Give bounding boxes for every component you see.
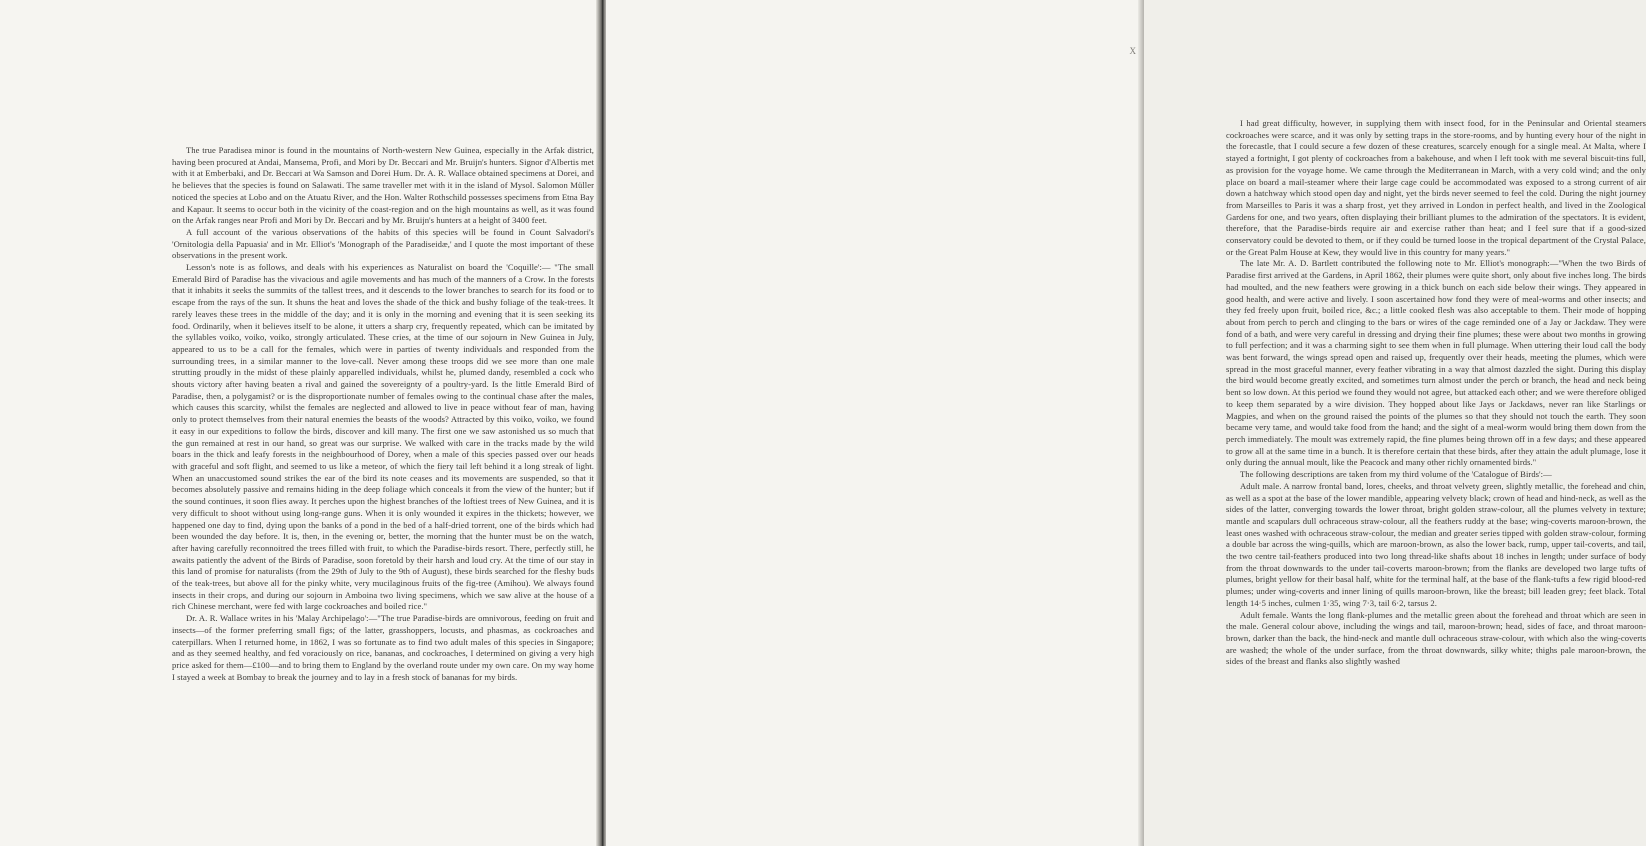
right-page	[606, 0, 1646, 846]
paragraph: Lesson's note is as follows, and deals with his experiences as Naturalist on board the 'Coquille':— "The small Emerald Bird of Paradise has the vivacious and agile movements and has much of the manners of a Crow. In the forests that it inhabits it seeks the summits of the tallest trees, and it descends to the lower branches to search for its food or to escape from the rays of the sun. It shuns the heat and loves the shade of the thick and bushy foliage of the teak-trees. It rarely leaves these trees in the middle of the day; and it is only in the morning and evening that it is seen seeking its food. Ordinarily, when it believes itself to be alone, it utters a sharp cry, frequently repeated, which can be imitated by the syllables voiko, voiko, voiko, strongly articulated. These cries, at the time of our sojourn in New Guinea in July, appeared to us to be a call for the females, which were in parties of twenty individuals and responded from the surrounding trees, in a similar manner to the love-call. Never among these troops did we see more than one male strutting proudly in the midst of these plainly apparelled individuals, whilst he, plumed dandy, resembled a cock who shouts victory after having beaten a rival and gained the sovereignty of a poultry-yard. Is the little Emerald Bird of Paradise, then, a polygamist? or is the disproportionate number of females owing to the continual chase after the males, which causes this scarcity, whilst the females are neglected and allowed to live in peace without fear of man, having only to protect themselves from their natural enemies the beasts of the woods? Attracted by this voiko, voiko, we found it easy in our expeditions to follow the birds, discover and kill many. The first one we saw astonished us so much that the gun remained at rest in our hand, so great was our surprise. We walked with care in the tracks made by the wild boars in the thick and leafy forests in the neighbourhood of Dorey, when a male of this species passed over our heads with graceful and soft flight, and seemed to us like a meteor, of which the fiery tail left behind it a long streak of light. When an unaccustomed sound strikes the ear of the bird its note ceases and its movements are suspended, so that it becomes absolutely passive and remains hiding in the deep foliage which conceals it from the view of the hunter; but if the sound continues, it soon flies away. It perches upon the highest branches of the loftiest trees of New Guinea, and it is very difficult to shoot without using long-range guns. When it is only wounded it expires in the thickets; however, we happened one day to find, dying upon the banks of a pond in the bed of a half-dried torrent, one of the birds which had been wounded the day before. It is, then, in the evening or, better, the morning that the hunter must be on the watch, after having carefully reconnoitred the trees filled with fruit, to which the Paradise-birds resort. There, perfectly still, he awaits patiently the advent of the Birds of Paradise, soon foretold by their harsh and loud cry. At the time of our stay in this land of promise for naturalists (from the 29th of July to the 9th of August), these birds searched for the fleshy buds of the teak-trees, but above all for the pinky white, very mucilaginous fruits of the fig-tree (Amihou). We always found insects in their crops, and during our sojourn in Amboina two living specimens, which we saw alive at the house of a rich Chinese merchant, were fed with large cockroaches and boiled rice."	[172, 262, 594, 612]
paragraph: The following descriptions are taken from my third volume of the 'Catalogue of Birds':—	[1240, 469, 1552, 480]
left-page	[0, 0, 598, 846]
left-page-text	[172, 145, 594, 835]
page-edge	[1138, 0, 1144, 846]
paragraph: A full account of the various observations of the habits of this species will be found in Count Salvadori's 'Ornitologia della Papuasia' and in Mr. Elliot's 'Monograph of the Paradiseidæ,' and I quote the most important of these observations in the present work.	[172, 226, 594, 261]
paragraph: The late Mr. A. D. Bartlett contributed the following note to Mr. Elliot's monograph:—"When the two Birds of Paradise first arrived at the Gardens, in April 1862, their plumes were quite short, only about five inches long. The birds had moulted, and the new feathers were growing in a thick bunch on each side below their wings. They appeared in good health, and were active and lively. I soon ascertained how fond they were of meal-worms and other insects; and they fed freely upon fruit, boiled rice, &c.; a little cooked flesh was also acceptable to them. Their mode of hopping about from perch to perch and clinging to the bars or wires of the cage reminded one of a Jay or Jackdaw. They were fond of a bath, and were very careful in dressing and drying their fine plumes; these were about two months in growing to full perfection; and it was a charming sight to see them when in full plumage. When uttering their loud call the body was bent forward, the wings spread open and raised up, frequently over their heads, meeting the plumes, which were spread in the most graceful manner, every feather vibrating in a way that almost dazzled the sight. During this display the bird would become greatly excited, and sometimes turn almost under the perch or branch, the head and neck being bent so low down. At this period we found they would not agree, but attacked each other; and we were therefore obliged to keep them separated by a wire division. They hopped about like Jays or Jackdaws, never ran like Starlings or Magpies, and when on the ground raised the points of the plumes so that they should not touch the earth. They soon became very tame, and would take food from the hand; and the sight of a meal-worm would bring them down from the perch immediately. The moult was extremely rapid, the fine plumes being thrown off in a few days; and these appeared to grow all at the same time in a bunch. It is therefore certain that these birds, after they attain the adult plumage, lose it only during the annual moult, like the Peacock and many other richly ornamented birds."	[1226, 258, 1646, 468]
paragraph: Adult male. A narrow frontal band, lores, cheeks, and throat velvety green, slightly metallic, the forehead and chin, as well as a spot at the base of the lower mandible, appearing velvety black; crown of head and hind-neck, as well as the sides of the latter, converging towards the lower throat, bright golden straw-colour, all the plumes velvety in texture; mantle and scapulars dull ochraceous straw-colour, all the feathers ruddy at the base; wing-coverts maroon-brown, the least ones washed with ochraceous straw-colour, the median and greater series tipped with golden straw-colour, forming a double bar across the wing-quills, which are maroon-brown, as also the lower back, rump, upper tail-coverts, and tail, the two centre tail-feathers produced into two long thread-like shafts about 18 inches in length; under surface of body from the throat downwards to the under tail-coverts maroon-brown; from the flanks are developed two large tufts of plumes, bright yellow for their basal half, white for the terminal half, at the base of the flank-tufts a few rigid blood-red plumes; under wing-coverts and inner lining of quills maroon-brown, like the breast; bill leaden grey; feet black. Total length 14·5 inches, culmen 1·35, wing 7·3, tail 6·2, tarsus 2.	[1226, 480, 1646, 608]
paragraph: Dr. A. R. Wallace writes in his 'Malay Archipelago':—"The true Paradise-birds are omnivorous, feeding on fruit and insects—of the former preferring small figs; of the latter, grasshoppers, locusts, and phasmas, as cockroaches and caterpillars. When I returned home, in 1862, I was so fortunate as to find two adult males of this species in Singapore; and as they seemed healthy, and fed voraciously on rice, bananas, and cockroaches, I determined on giving a very high price asked for them—£100—and to bring them to England by the overland route under my own care. On my way home I stayed a week at Bombay to break the journey and to lay in a fresh stock of bananas for my birds.	[172, 613, 594, 682]
paragraph: I had great difficulty, however, in supplying them with insect food, for in the Peninsular and Oriental steamers cockroaches were scarce, and it was only by setting traps in the store-rooms, and by hunting every hour of the night in the forecastle, that I could secure a few dozen of these creatures, scarcely enough for a single meal. At Malta, where I stayed a fortnight, I got plenty of cockroaches from a bakehouse, and when I left took with me several biscuit-tins full, as provision for the voyage home. We came through the Mediterranean in March, with a very cold wind; and the only place on board a mail-steamer where their large cage could be accommodated was exposed to a strong current of air down a hatchway which stood open day and night, yet the birds never seemed to feel the cold. During the night journey from Marseilles to Paris it was a sharp frost, yet they arrived in London in perfect health, and lived in the Zoological Gardens for one, and two years, often displaying their brilliant plumes to the admiration of the spectators. It is evident, therefore, that the Paradise-birds require air and exercise rather than heat; and I feel sure that if a good-sized conservatory could be devoted to them, or if they could be turned loose in the tropical department of the Crystal Palace, or the Great Palm House at Kew, they would live in this country for many years."	[1226, 118, 1646, 257]
right-page-text	[1226, 118, 1646, 840]
paragraph: The true Paradisea minor is found in the mountains of North-western New Guinea, especially in the Arfak district, having been procured at Andai, Mansema, Profi, and Mori by Dr. Beccari and Mr. Bruijn's hunters. Signor d'Albertis met with it at Emberbaki, and Dr. Beccari at Wa Samson and Dorei Hum. Dr. A. R. Wallace obtained specimens at Dorei, and he believes that the species is found on Salawati. The same traveller met with it in the island of Mysol. Salomon Müller noticed the species at Lobo and on the Atuatu River, and the Hon. Walter Rothschild possesses specimens from Etna Bay and Kapaur. It seems to occur both in the vicinity of the coast-region and on the high mountains as well, as it was found on the Arfak ranges near Profi and Mori by Dr. Beccari and by Mr. Bruijn's hunters at a height of 3400 feet.	[172, 145, 594, 226]
corner-mark: X	[1129, 46, 1136, 56]
paragraph: Adult female. Wants the long flank-plumes and the metallic green about the forehead and throat which are seen in the male. General colour above, including the wings and tail, maroon-brown; head, sides of face, and throat maroon-brown, darker than the back, the hind-neck and mantle dull ochraceous straw-colour, with which also the wing-coverts are washed; the whole of the under surface, from the throat downwards, silky white; thighs pale maroon-brown, the sides of the breast and flanks also slightly washed	[1226, 609, 1646, 667]
